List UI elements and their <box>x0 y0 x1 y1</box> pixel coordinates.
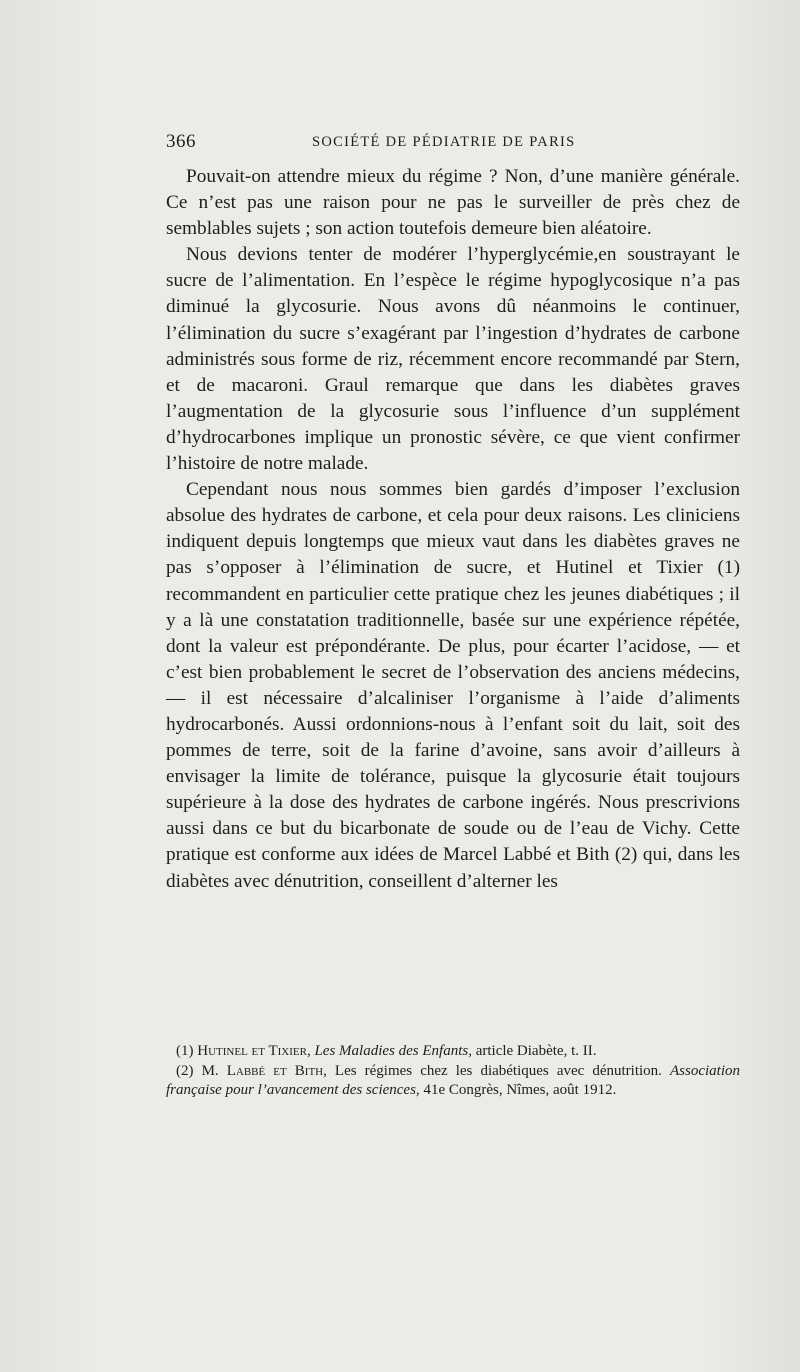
footnote-authors: M. Labbé et Bith, <box>201 1062 327 1079</box>
footnote-venue: Association française pour l’avancement des sciences, <box>166 1062 740 1098</box>
footnotes <box>166 1042 740 1101</box>
footnote-text: Les régimes chez les diabétiques avec dénutrition. <box>334 1062 662 1079</box>
footnote-marker: (2) <box>176 1062 194 1079</box>
footnote-2 <box>166 1062 740 1101</box>
footnote-text: article Diabète, t. II. <box>475 1043 597 1059</box>
paragraph-3: Cependant nous nous sommes bien gardés d’imposer l’exclusion absolue des hydrates de carbone, et cela pour deux raisons. Les cliniciens indiquent depuis longtemps que mieux vaut dans les diabètes graves ne pas s’opposer à l’élimination de sucre, et Hutinel et Tixier (1) recommandent en particulier cette pratique chez les jeunes diabétiques ; il y a là une constatation traditionnelle, basée sur une expérience répétée, dont la valeur est prépondérante. De plus, pour écarter l’acidose, — et c’est bien probablement le secret de l’observation des anciens médecins, — il est nécessaire d’alcaliniser l’organisme à l’aide d’aliments hydrocarbonés. Aussi ordonnions-nous à l’enfant soit du lait, soit des pommes de terre, soit de la farine d’avoine, sans avoir d’ailleurs à envisager la limite de tolérance, puisque la glycosurie était toujours supérieure à la dose des hydrates de carbone ingérés. Nous prescrivions aussi dans ce but du bicarbonate de soude ou de l’eau de Vichy. Cette pratique est conforme aux idées de Marcel Labbé et Bith (2) qui, dans les diabètes avec dénutrition, conseillent d’alterner les <box>166 479 740 892</box>
paragraph-2: Nous devions tenter de modérer l’hyperglycémie,en soustrayant le sucre de l’alimentation. En l’espèce le régime hypoglycosique n’a pas diminué la glycosurie. Nous avons dû néanmoins le continuer, l’élimination du sucre s’exagérant par l’ingestion d’hydrates de carbone administrés sous forme de riz, récemment encore recommandé par Stern, et de macaroni. Graul remarque que dans les diabètes graves l’augmentation de la glycosurie sous l’influence d’un supplément d’hydrocarbones implique un pronostic sévère, ce que vient confirmer l’histoire de notre malade. <box>166 244 740 475</box>
footnote-authors: Hutinel et Tixier, <box>197 1043 311 1059</box>
page-header <box>166 131 740 155</box>
footnote-1 <box>166 1042 740 1062</box>
body-text <box>166 164 740 895</box>
paragraph-1: Pouvait-on attendre mieux du régime ? Non, d’une manière générale. Ce n’est pas une raison pour ne pas le surveiller de près chez de semblables sujets ; son action toutefois demeure bien aléatoire. <box>166 166 740 240</box>
footnote-title: Les Maladies des Enfants, <box>314 1043 472 1059</box>
page-number: 366 <box>166 131 196 152</box>
footnote-marker: (1) <box>176 1043 194 1059</box>
running-title: SOCIÉTÉ DE PÉDIATRIE DE PARIS <box>312 134 576 150</box>
footnote-text-2: 41e Congrès, Nîmes, août 1912. <box>423 1082 617 1098</box>
